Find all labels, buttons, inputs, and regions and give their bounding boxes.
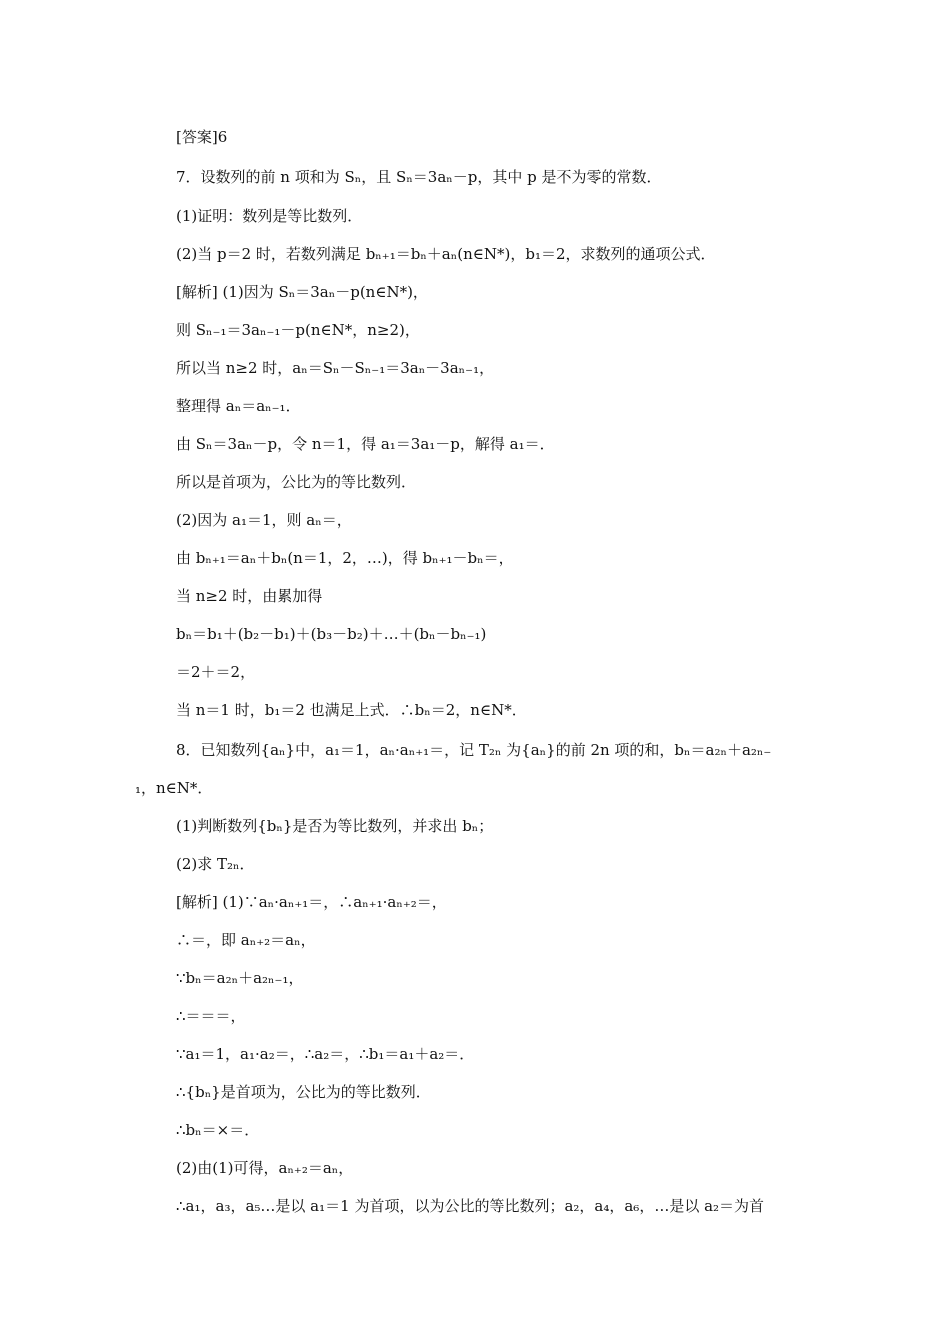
problem-8-part-1: (1)判断数列{bₙ}是否为等比数列，并求出 bₙ； xyxy=(176,817,494,835)
solution-line: ＝2＋＝2， xyxy=(176,663,256,681)
solution-line: (2)由(1)可得，aₙ₊₂＝aₙ， xyxy=(176,1159,354,1177)
problem-8-statement-continued: ₁，n∈N*． xyxy=(135,779,213,797)
problem-8-statement: 8．已知数列{aₙ}中，a₁＝1，aₙ·aₙ₊₁＝，记 T₂ₙ 为{aₙ}的前 2n 项的和，bₙ＝a₂ₙ＋a₂ₙ₋ xyxy=(176,741,772,759)
problem-7-part-1: (1)证明：数列是等比数列． xyxy=(176,207,363,225)
solution-line: ∴＝＝＝， xyxy=(176,1007,246,1025)
solution-line: 由 bₙ₊₁＝aₙ＋bₙ(n＝1，2，…)，得 bₙ₊₁－bₙ＝， xyxy=(176,549,514,567)
solution-line: 所以当 n≥2 时，aₙ＝Sₙ－Sₙ₋₁＝3aₙ－3aₙ₋₁， xyxy=(176,359,495,377)
problem-7-part-2: (2)当 p＝2 时，若数列满足 bₙ₊₁＝bₙ＋aₙ(n∈N*)，b₁＝2，求数列的通项公式． xyxy=(176,245,716,263)
solution-line: (2)因为 a₁＝1，则 aₙ＝， xyxy=(176,511,352,529)
problem-7-statement: 7．设数列的前 n 项和为 Sₙ，且 Sₙ＝3aₙ－p，其中 p 是不为零的常数． xyxy=(176,168,662,186)
solution-line: ∴a₁，a₃，a₅…是以 a₁＝1 为首项，以为公比的等比数列；a₂，a₄，a₆，…是以 a₂＝为首 xyxy=(176,1197,765,1215)
solution-line: 当 n＝1 时，b₁＝2 也满足上式．∴bₙ＝2，n∈N*． xyxy=(176,701,527,719)
solution-line: 所以是首项为，公比为的等比数列． xyxy=(176,473,417,491)
solution-line: 当 n≥2 时，由累加得 xyxy=(176,587,323,605)
solution-line: 则 Sₙ₋₁＝3aₙ₋₁－p(n∈N*，n≥2)， xyxy=(176,321,420,339)
answer-label: [答案]6 xyxy=(176,128,228,146)
solution-line: ∴bₙ＝×＝． xyxy=(176,1121,260,1139)
solution-line: ∴＝，即 aₙ₊₂＝aₙ， xyxy=(176,931,316,949)
problem-8-part-2: (2)求 T₂ₙ． xyxy=(176,855,255,873)
solution-line: bₙ＝b₁＋(b₂－b₁)＋(b₃－b₂)＋…＋(bₙ－bₙ₋₁) xyxy=(176,625,487,643)
solution-line: ∵bₙ＝a₂ₙ＋a₂ₙ₋₁， xyxy=(176,969,304,987)
solution-line: ∵a₁＝1，a₁·a₂＝，∴a₂＝，∴b₁＝a₁＋a₂＝． xyxy=(176,1045,475,1063)
solution-line: ∴{bₙ}是首项为，公比为的等比数列． xyxy=(176,1083,431,1101)
solution-line: 整理得 aₙ＝aₙ₋₁． xyxy=(176,397,301,415)
solution-line: [解析] (1)因为 Sₙ＝3aₙ－p(n∈N*)， xyxy=(176,283,428,301)
solution-line: 由 Sₙ＝3aₙ－p，令 n＝1，得 a₁＝3a₁－p，解得 a₁＝． xyxy=(176,435,555,453)
solution-line: [解析] (1)∵aₙ·aₙ₊₁＝，∴aₙ₊₁·aₙ₊₂＝， xyxy=(176,893,447,911)
